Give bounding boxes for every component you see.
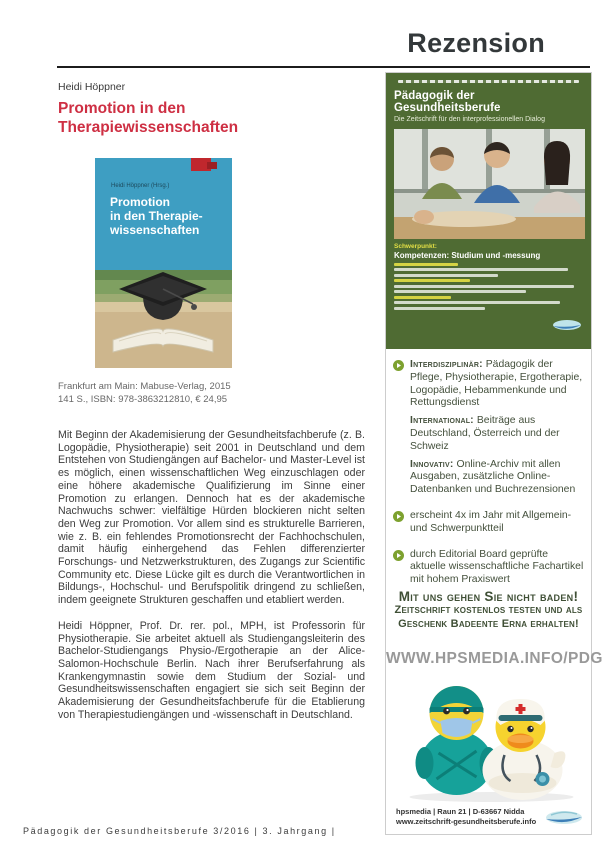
cover-title-line3: wissenschaften	[110, 223, 200, 237]
redacted-text-bar	[394, 301, 560, 304]
claim-line2: Zeitschrift kostenlos testen und als	[394, 604, 583, 616]
page-footer: Pädagogik der Gesundheitsberufe 3/2016 | 3. Jahrgang |	[23, 826, 336, 836]
review-paragraph: Mit Beginn der Akademisierung der Gesundheitsfachberufe (z. B. Logopädie, Physiotherapie) seit 2001 in Deutschland und dem Entstehen von Studiengängen auf Bachelor- und Master-Level ist es möglich, einen wissenschaftlichen Weg einzuschlagen oder eine höhere akademische Qualifizierung im Sinne einer Promotion zu erlangen. Dennoch hat es der akademische Nachwuchs schwer: vielfältige Hürden blockieren nicht selten den Weg zur Promotion. Vor allem sind es strukturelle Barrieren, wie z. B. ein fehlendes Promotionsrecht der Fachhochschulen, damit häufig einhergehend das Fehlen differenzierter Forschungs- und Netzwerkstrukturen, des Zugangs zur Scientific Community etc. Diese Lücke gilt es durch die Verantwortlichen in Bildungs-, Hochschul- und Berufspolitik dringend zu schließen, indem geeignete Strukturen geschaffen und etabliert werden.	[58, 429, 365, 607]
nurse-duck	[482, 699, 565, 800]
cover-focus-title: Kompetenzen: Studium und -messung	[394, 251, 541, 260]
bibliography-line2: 141 S., ISBN: 978-3863212810, € 24,95	[58, 393, 228, 405]
redacted-text-bar	[394, 307, 485, 310]
advert-url-link[interactable]: WWW.HPSMEDIA.INFO/PDG	[386, 650, 603, 667]
feature-item	[393, 549, 585, 587]
review-paragraph: Heidi Höppner, Prof. Dr. rer. pol., MPH, ist Professorin für Physiotherapie. Sie arbeitet aktuell als Studiengangsleiterin des Bachelor-Studiengangs Physio-/Ergotherapie an der Alice-Salomon-Hochschule Berlin. Nach ihrer Berufserfahrung als Krankengymnastin sowie dem Studium der Sozial- und Gesundheitswissenschaften engagiert sie sich seit Beginn der Akademisierung der Gesundheitsfachberufe für die Etablierung von Therapiestudiengängen und -wissenschaft in Deutschland.	[58, 619, 365, 721]
review-title	[58, 99, 358, 137]
redacted-text-bar	[394, 279, 470, 282]
page-title: Rezension	[407, 28, 545, 58]
review-title-line1: Promotion in den	[58, 100, 186, 117]
journal-subtitle: Die Zeitschrift für den interprofessionellen Dialog	[394, 116, 545, 123]
feature-text: durch Editorial Board geprüfte aktuelle wissenschaftliche Fachartikel mit hohem Praxiswert	[410, 548, 584, 586]
feature-keyword: Innovativ:	[410, 458, 454, 470]
advert-claim	[386, 589, 591, 631]
review-author: Heidi Höppner	[58, 81, 126, 93]
redacted-text-bar	[394, 296, 451, 299]
bibliography-line1: Frankfurt am Main: Mabuse-Verlag, 2015	[58, 381, 231, 392]
hpsmedia-swoosh-logo	[545, 810, 583, 825]
review-title-line2: Therapiewissenschaften	[58, 119, 239, 136]
book-cover-image	[95, 158, 232, 368]
feature-text: Innovativ: Online-Archiv mit allen Ausgaben, zusätzliche Online-Datenbanken und Buchrezensionen	[410, 458, 576, 496]
play-circle-icon	[393, 359, 404, 371]
redacted-text-bar	[394, 268, 568, 271]
feature-text: International: Beiträge aus Deutschland, Österreich und der Schweiz	[410, 415, 560, 452]
cover-focus-label: Schwerpunkt:	[394, 243, 437, 250]
advert-feature-list	[393, 359, 585, 600]
professions-micro-text-bar	[398, 80, 579, 83]
journal-cover-text	[394, 243, 583, 310]
journal-title: Pädagogik der Gesundheitsberufe	[394, 90, 501, 114]
feature-keyword: Interdisziplinär:	[410, 359, 483, 370]
feature-text: Interdisziplinär: Pädagogik der Pflege, Physiotherapie, Ergotherapie, Logopädie, Hebammenkunde und Rettungsdienst	[410, 359, 583, 409]
journal-cover-photo	[394, 129, 585, 239]
bibliography	[58, 381, 231, 406]
redacted-text-bar	[394, 274, 498, 277]
imprint-url-link[interactable]: www.zeitschrift-gesundheitsberufe.info	[396, 817, 537, 826]
claim-line1: Mit uns gehen Sie nicht baden!	[398, 589, 579, 604]
redacted-text-bar	[394, 285, 574, 288]
header-rule	[57, 66, 590, 68]
feature-keyword: International:	[410, 415, 474, 427]
rubber-ducks-image	[396, 671, 581, 803]
cover-author-line: Heidi Höppner (Hrsg.)	[111, 183, 170, 189]
imprint-address: hpsmedia | Raun 21 | D-63667 Nidda	[396, 807, 525, 816]
redacted-text-bar	[394, 290, 526, 293]
cover-title-line2: in den Therapie-	[110, 209, 203, 223]
advert-imprint	[396, 807, 536, 827]
play-circle-icon	[393, 549, 404, 561]
journal-advert	[385, 72, 603, 835]
feature-item	[393, 510, 585, 536]
claim-line3: Geschenk Badeente Erna erhalten!	[398, 617, 579, 630]
feature-text: erscheint 4x im Jahr mit Allgemein- und Schwerpunktteil	[410, 509, 572, 534]
feature-item	[393, 359, 585, 497]
redacted-text-bar	[394, 263, 458, 266]
play-circle-icon	[393, 510, 404, 522]
review-body	[58, 429, 365, 734]
journal-cover	[386, 73, 591, 349]
cover-title-line1: Promotion	[110, 195, 170, 209]
hpsmedia-swoosh-logo	[552, 319, 582, 331]
